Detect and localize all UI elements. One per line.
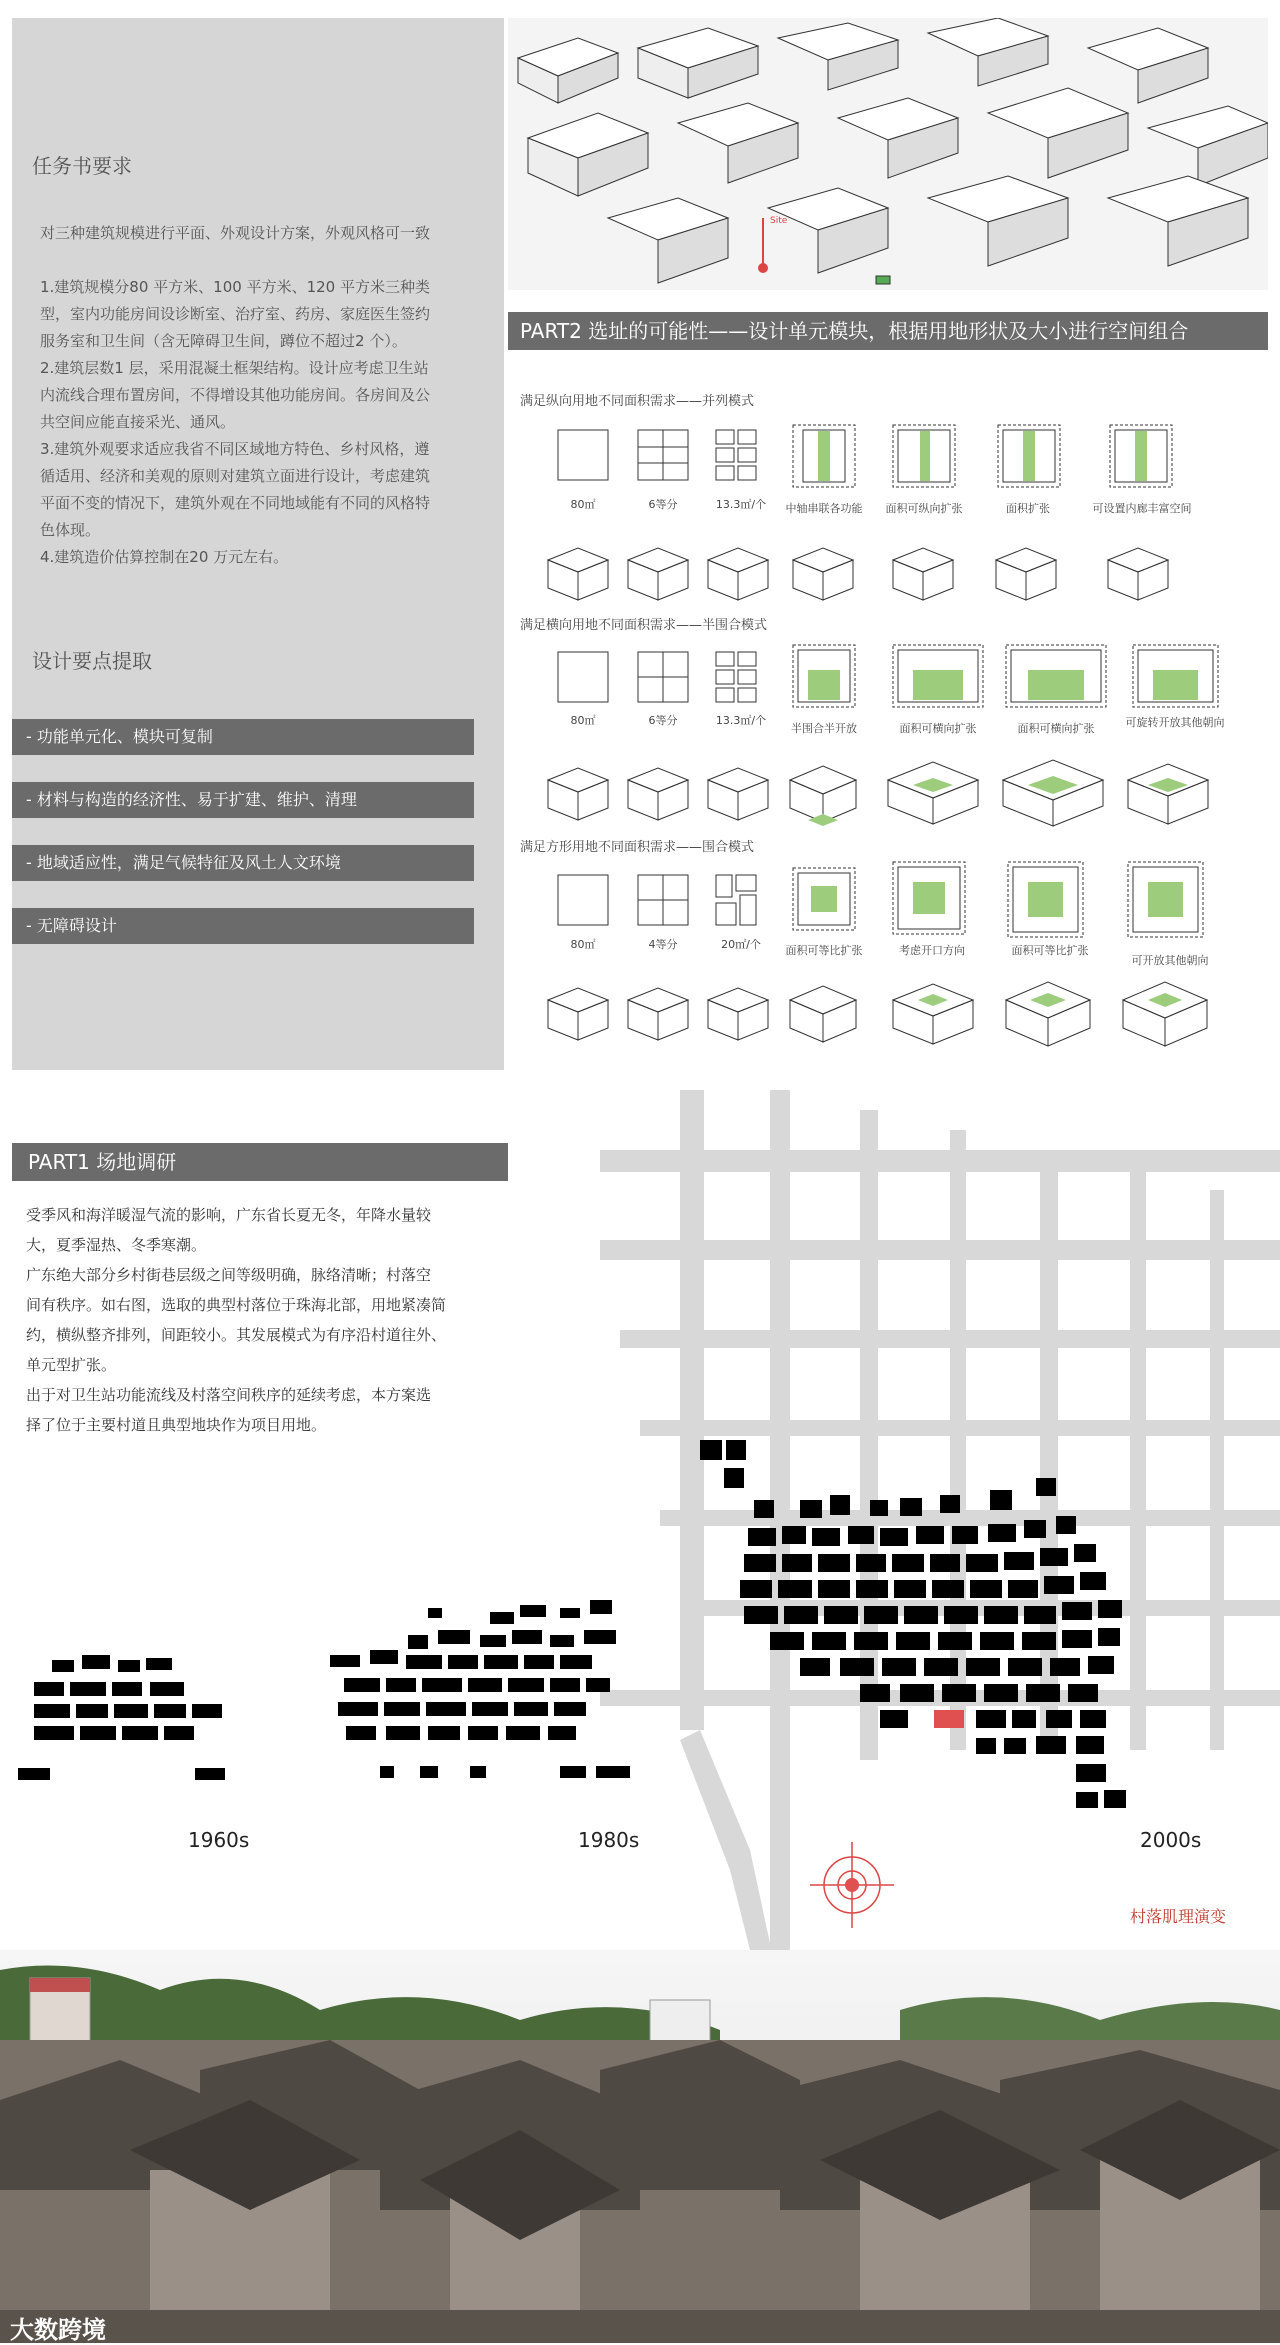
row-caption: 满足横向用地不同面积需求——半围合模式 (520, 618, 768, 633)
village-3d-massing (508, 18, 1268, 290)
site-survey-text (26, 1200, 496, 1440)
row-caption: 满足纵向用地不同面积需求——并列模式 (520, 394, 755, 409)
cell-caption: 80㎡ (570, 938, 596, 951)
req-line: 平面不变的情况下，建筑外观在不同地域能有不同的风格特 (40, 494, 431, 512)
survey-line: 择了位于主要村道且典型地块作为项目用地。 (26, 1416, 327, 1434)
cell-caption: 可开放其他朝向 (1131, 954, 1209, 967)
key-point-bar: - 功能单元化、模块可复制 (12, 719, 474, 755)
part1-title-bar: PART1 场地调研 (12, 1143, 508, 1181)
survey-line: 约，横纵整齐排列，间距较小。其发展模式为有序沿村道往外、 (26, 1326, 447, 1344)
key-point-bar: - 无障碍设计 (12, 908, 474, 944)
cell-caption: 面积可横向扩张 (1017, 722, 1095, 735)
cell-caption: 20㎡/个 (721, 938, 761, 951)
key-point-bar: - 地域适应性，满足气候特征及风土人文环境 (12, 845, 474, 881)
cell-caption: 面积可横向扩张 (899, 722, 977, 735)
req-line: 4.建筑造价估算控制在20 万元左右。 (40, 548, 289, 566)
req-line-gap (40, 247, 480, 274)
site-tag: Site (770, 216, 788, 226)
key-points-title: 设计要点提取 (32, 649, 152, 673)
evolution-caption: 村落肌理演变 (1130, 1907, 1227, 1926)
cell-caption: 80㎡ (570, 498, 596, 511)
survey-line: 广东绝大部分乡村街巷层级之间等级明确，脉络清晰；村落空 (26, 1266, 432, 1284)
req-line: 1.建筑规模分80 平方米、100 平方米、120 平方米三种类 (40, 278, 430, 296)
req-line: 内流线合理布置房间，不得增设其他功能房间。各房间及公 (40, 386, 431, 404)
req-line: 服务室和卫生间（含无障碍卫生间，蹲位不超过2 个）。 (40, 332, 407, 350)
row-caption: 满足方形用地不同面积需求——围合模式 (520, 840, 755, 855)
decade-label: 1960s (188, 1828, 250, 1852)
cell-caption: 6等分 (648, 498, 678, 511)
survey-line: 单元型扩张。 (26, 1356, 117, 1374)
cell-caption: 面积扩张 (1006, 502, 1050, 515)
req-line: 循适用、经济和美观的原则对建筑立面进行设计，考虑建筑 (40, 467, 431, 485)
cell-caption: 中轴串联各功能 (785, 502, 863, 515)
req-line: 2.建筑层数1 层，采用混凝土框架结构。设计应考虑卫生站 (40, 359, 429, 377)
cell-caption: 可设置内廊丰富空间 (1092, 502, 1192, 515)
req-line: 对三种建筑规模进行平面、外观设计方案，外观风格可一致 (40, 224, 431, 242)
part2-title-bar: PART2 选址的可能性——设计单元模块，根据用地形状及大小进行空间组合 (508, 312, 1268, 350)
decade-label: 2000s (1140, 1828, 1202, 1852)
survey-line: 大，夏季湿热、冬季寒潮。 (26, 1236, 207, 1254)
village-panorama-photo (0, 1950, 1280, 2343)
cell-caption: 6等分 (648, 714, 678, 727)
village-fabric-evolution (0, 1440, 1280, 1880)
requirements-body (40, 220, 480, 571)
cell-caption: 面积可纵向扩张 (885, 502, 963, 515)
watermark-logo: 大数跨境 (10, 2316, 106, 2344)
cell-caption: 面积可等比扩张 (785, 944, 863, 957)
requirements-title: 任务书要求 (32, 154, 132, 178)
survey-line: 出于对卫生站功能流线及村落空间秩序的延续考虑，本方案选 (26, 1386, 432, 1404)
cell-caption: 80㎡ (570, 714, 596, 727)
survey-line: 受季风和海洋暖湿气流的影响，广东省长夏无冬，年降水量较 (26, 1206, 432, 1224)
req-line: 色体现。 (40, 521, 101, 539)
decade-label: 1980s (578, 1828, 640, 1852)
key-point-bar: - 材料与构造的经济性、易于扩建、维护、清理 (12, 782, 474, 818)
cell-caption: 13.3㎡/个 (715, 714, 767, 727)
project-site-marker (934, 1710, 964, 1728)
cell-caption: 4等分 (648, 938, 678, 951)
req-line: 型，室内功能房间设诊断室、治疗室、药房、家庭医生签约 (40, 305, 431, 323)
survey-line: 间有秩序。如右图，选取的典型村落位于珠海北部，用地紧凑简 (26, 1296, 447, 1314)
cell-caption: 13.3㎡/个 (715, 498, 767, 511)
cell-caption: 可旋转开放其他朝向 (1125, 716, 1225, 729)
cell-caption: 面积可等比扩张 (1011, 944, 1089, 957)
req-line: 共空间应能直接采光、通风。 (40, 413, 236, 431)
cell-caption: 半围合半开放 (791, 722, 857, 735)
cell-caption: 考虑开口方向 (899, 944, 965, 957)
plan-80 (558, 430, 608, 480)
req-line: 3.建筑外观要求适应我省不同区域地方特色、乡村风格，遵 (40, 440, 430, 458)
